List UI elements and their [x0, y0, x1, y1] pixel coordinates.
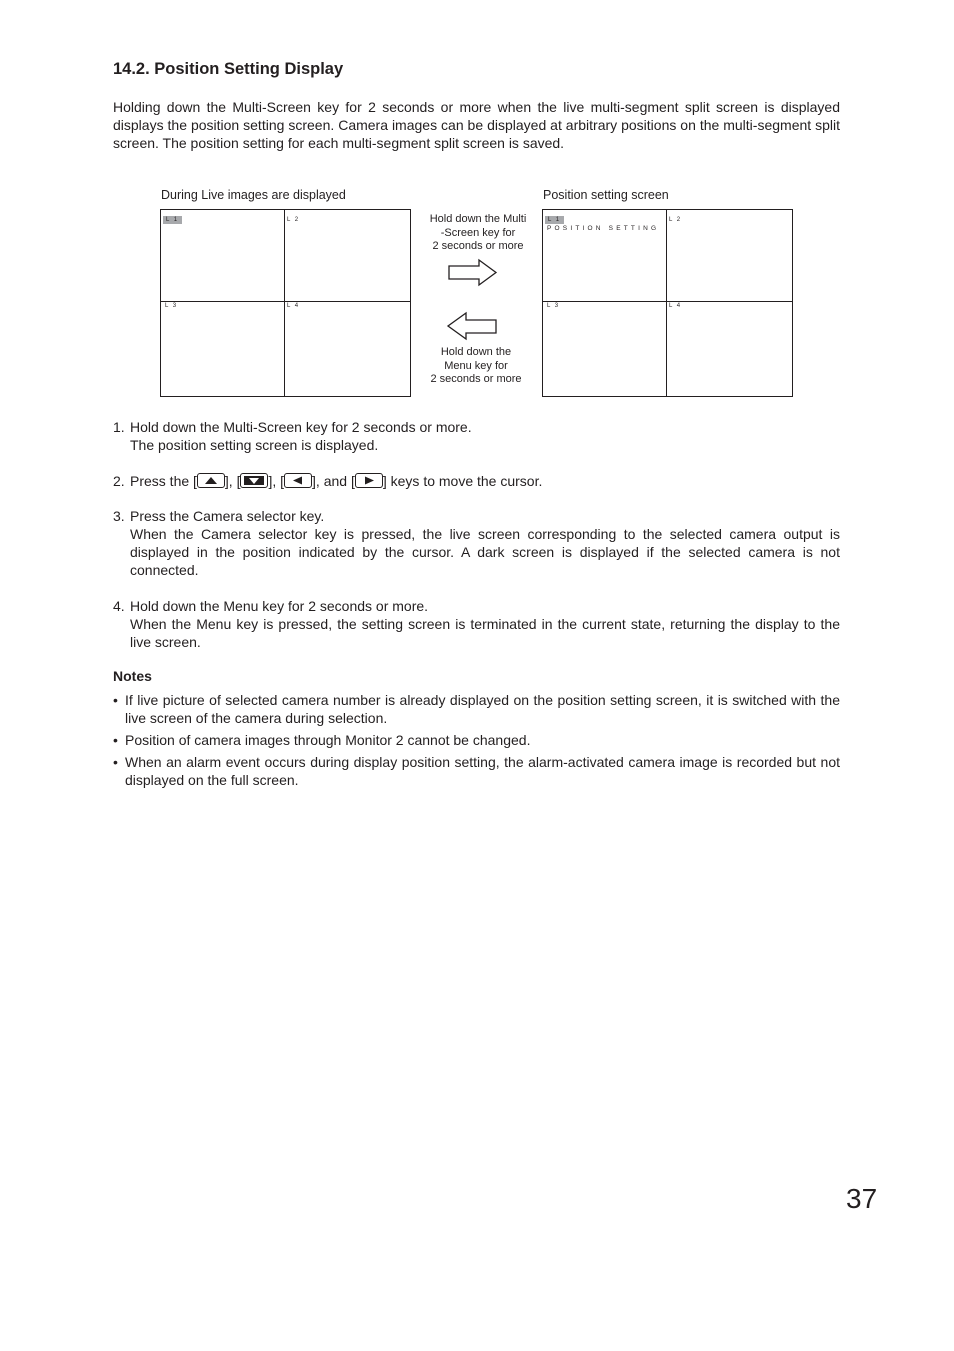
quad-label-3: L 3: [547, 303, 560, 309]
quad-label-2: L 2: [669, 217, 682, 223]
live-quad-screen: [160, 209, 411, 397]
position-setting-quad-screen: [542, 209, 793, 397]
left-diagram-caption: During Live images are displayed: [161, 188, 346, 202]
arrow-right-icon: [447, 258, 499, 288]
quad-label-4: L 4: [287, 303, 300, 309]
note-item: • When an alarm event occurs during display position setting, the alarm-activated camera image is recorded but not displayed on the full screen.: [113, 754, 840, 788]
notes-heading: Notes: [113, 668, 152, 684]
down-key-icon: [240, 473, 268, 488]
up-key-icon: [197, 473, 225, 488]
quad-label-1: L 1: [545, 216, 564, 224]
quad-label-2: L 2: [287, 217, 300, 223]
page-number: 37: [846, 1183, 878, 1214]
section-title: 14.2. Position Setting Display: [113, 60, 344, 78]
note-item: • Position of camera images through Monitor 2 cannot be changed.: [113, 732, 531, 748]
quad-label-1: L 1: [163, 216, 182, 224]
quad-label-3: L 3: [165, 303, 178, 309]
arrow-left-icon: [446, 311, 498, 341]
arrow-right-caption: Hold down the Multi -Screen key for 2 seconds or more: [429, 213, 527, 252]
arrow-left-caption: Hold down the Menu key for 2 seconds or more: [430, 346, 522, 385]
note-item: • If live picture of selected camera number is already displayed on the position setting screen, it is switched with the live screen of the camera during selection.: [113, 692, 840, 726]
position-setting-label: POSITION SETTING: [547, 225, 660, 232]
right-diagram-caption: Position setting screen: [543, 188, 669, 202]
step-2: 2. Press the [ ], [ ], [ ], and [ ] keys to move the cursor.: [113, 473, 543, 489]
intro-paragraph: Holding down the Multi-Screen key for 2 seconds or more when the live multi-segment split screen is displayed displays the position setting screen. Camera images can be displayed at arbitrary positions on the multi-segment split screen. The position setting for each multi-segment split screen is saved.: [113, 99, 840, 151]
left-key-icon: [284, 473, 312, 488]
step-1: 1. Hold down the Multi-Screen key for 2 seconds or more. The position setting screen is displayed.: [113, 419, 472, 453]
right-key-icon: [355, 473, 383, 488]
step-4: 4. Hold down the Menu key for 2 seconds or more. When the Menu key is pressed, the setting screen is terminated in the current state, returning the display to the live screen.: [113, 598, 840, 650]
quad-label-4: L 4: [669, 303, 682, 309]
step-3: 3. Press the Camera selector key. When the Camera selector key is pressed, the live screen corresponding to the selected camera output is displayed in the position indicated by the cursor. A dark screen is displayed if the selected camera is not connected.: [113, 508, 840, 578]
